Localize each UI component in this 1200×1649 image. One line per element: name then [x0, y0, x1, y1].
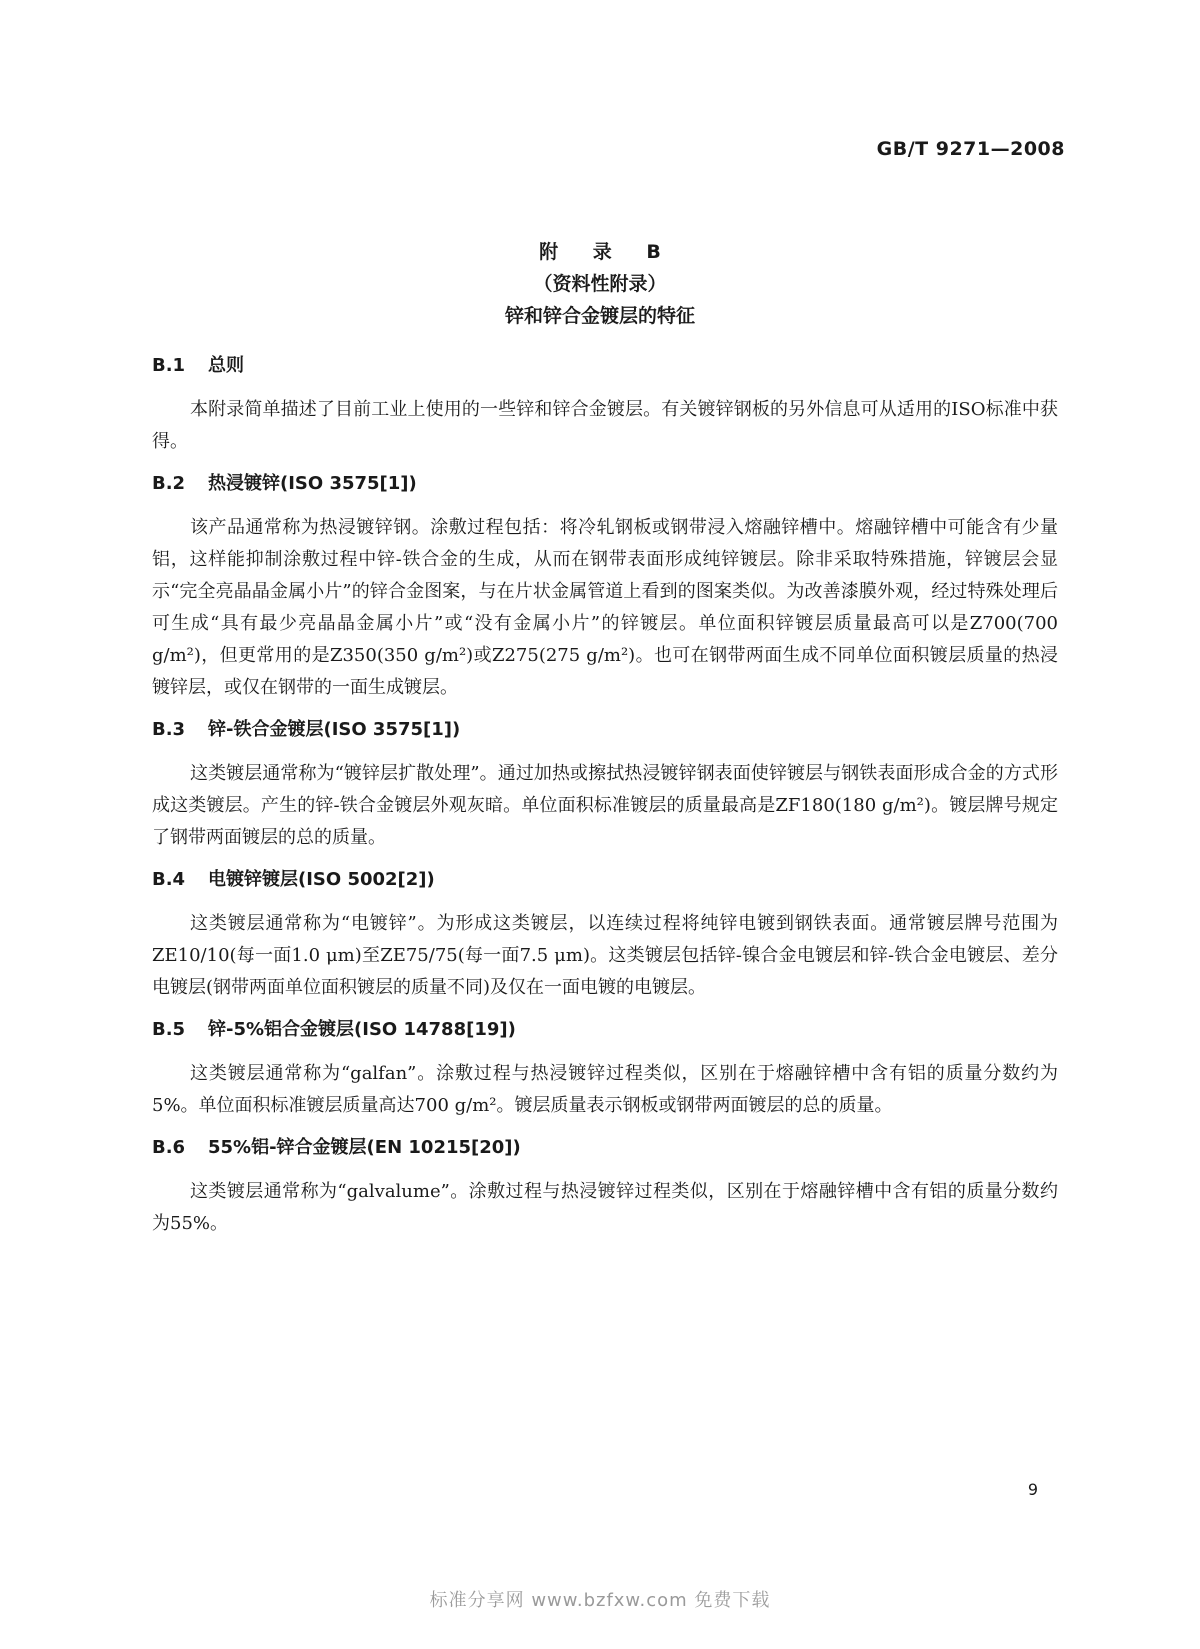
section-heading: [152, 866, 1058, 894]
section-heading: [152, 352, 1058, 380]
section-title: 锌-铁合金镀层(ISO 3575[1]): [208, 719, 461, 740]
standard-code: GB/T 9271—2008: [876, 138, 1065, 160]
annex-subject: 锌和锌合金镀层的特征: [504, 305, 695, 327]
section-number: B.1: [152, 355, 186, 376]
section-paragraph: 这类镀层通常称为“galvalume”。涂敷过程与热浸镀锌过程类似，区别在于熔融锌槽中含有铝的质量分数约为55%。: [152, 1181, 1058, 1234]
section-title: 55%铝-锌合金镀层(EN 10215[20]): [208, 1137, 521, 1158]
section-number: B.4: [152, 869, 186, 890]
section-title: 锌-5%铝合金镀层(ISO 14788[19]): [208, 1019, 516, 1040]
page-number: 9: [1027, 1480, 1038, 1499]
section-title: 电镀锌镀层(ISO 5002[2]): [208, 869, 435, 890]
annex-heading: [0, 236, 1200, 332]
section-b6: [152, 1134, 1058, 1240]
section-paragraph: 该产品通常称为热浸镀锌钢。涂敷过程包括：将冷轧钢板或钢带浸入熔融锌槽中。熔融锌槽中可能含有少量铝，这样能抑制涂敷过程中锌-铁合金的生成，从而在钢带表面形成纯锌镀层。除非采取特殊措施，锌镀层会显示“完全亮晶晶金属小片”的锌合金图案，与在片状金属管道上看到的图案类似。为改善漆膜外观，经过特殊处理后可生成“具有最少亮晶晶金属小片”或“没有金属小片”的锌镀层。单位面积锌镀层质量最高可以是Z700(700 g/m²)，但更常用的是Z350(350 g/m²)或Z275(275 g/m²)。也可在钢带两面生成不同单位面积镀层质量的热浸镀锌层，或仅在钢带的一面生成镀层。: [152, 517, 1058, 698]
footer-watermark: 标准分享网 www.bzfxw.com 免费下载: [429, 1590, 771, 1611]
section-b5: [152, 1016, 1058, 1122]
section-b4: [152, 866, 1058, 1004]
annex-title: 附 录 B: [539, 241, 675, 263]
annex-sections: [152, 352, 1058, 1252]
section-number: B.2: [152, 473, 186, 494]
section-heading: [152, 470, 1058, 498]
section-b3: [152, 716, 1058, 854]
section-paragraph: 本附录简单描述了目前工业上使用的一些锌和锌合金镀层。有关镀锌钢板的另外信息可从适用的ISO标准中获得。: [152, 399, 1058, 452]
section-b2: [152, 470, 1058, 704]
annex-type: （资料性附录）: [533, 273, 667, 295]
section-number: B.3: [152, 719, 186, 740]
section-title: 热浸镀锌(ISO 3575[1]): [208, 473, 417, 494]
section-heading: [152, 716, 1058, 744]
section-heading: [152, 1016, 1058, 1044]
section-number: B.5: [152, 1019, 186, 1040]
section-paragraph: 这类镀层通常称为“电镀锌”。为形成这类镀层，以连续过程将纯锌电镀到钢铁表面。通常镀层牌号范围为ZE10/10(每一面1.0 μm)至ZE75/75(每一面7.5 μm)。这类镀层包括锌-镍合金电镀层和锌-铁合金电镀层、差分电镀层(钢带两面单位面积镀层的质量不同)及仅在一面电镀的电镀层。: [152, 913, 1058, 998]
section-title: 总则: [208, 355, 244, 376]
section-paragraph: 这类镀层通常称为“镀锌层扩散处理”。通过加热或擦拭热浸镀锌钢表面使锌镀层与钢铁表面形成合金的方式形成这类镀层。产生的锌-铁合金镀层外观灰暗。单位面积标准镀层的质量最高是ZF180(180 g/m²)。镀层牌号规定了钢带两面镀层的总的质量。: [152, 763, 1058, 848]
section-paragraph: 这类镀层通常称为“galfan”。涂敷过程与热浸镀锌过程类似，区别在于熔融锌槽中含有铝的质量分数约为5%。单位面积标准镀层质量高达700 g/m²。镀层质量表示钢板或钢带两面镀层的总的质量。: [152, 1063, 1058, 1116]
section-number: B.6: [152, 1137, 186, 1158]
section-heading: [152, 1134, 1058, 1162]
section-b1: [152, 352, 1058, 458]
